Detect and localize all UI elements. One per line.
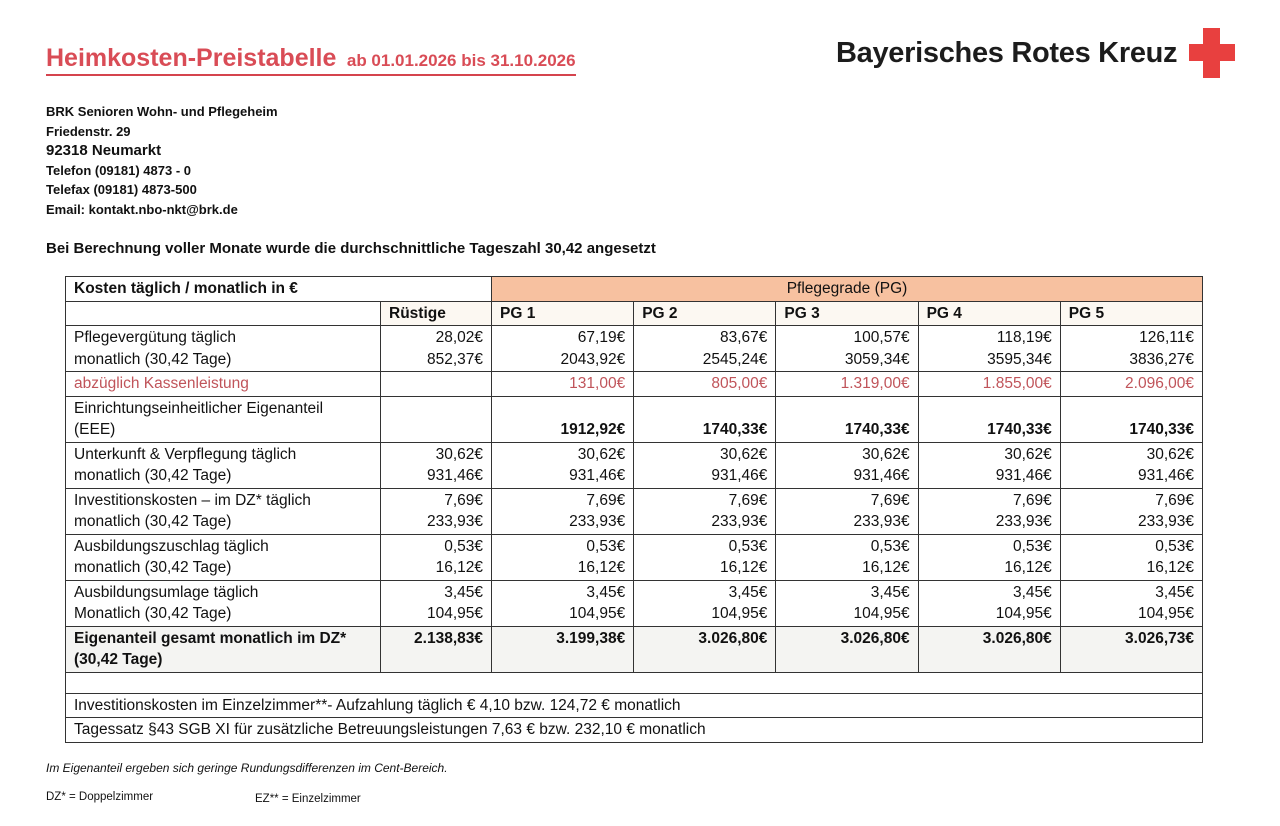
monthly-value: 2545,24€ — [702, 350, 768, 368]
monthly-value: 104,95€ — [1137, 605, 1194, 622]
email: Email: kontakt.nbo-nkt@brk.de — [46, 201, 238, 217]
daily-value: 30,62€ — [862, 445, 910, 463]
monthly-value: 931,46€ — [853, 467, 910, 484]
table-row-umlage — [66, 580, 1203, 626]
cell: 1.855,00€ — [918, 372, 1060, 397]
monthly-value: 3836,27€ — [1129, 350, 1194, 368]
row-label-line: monatlich (30,42 Tage) — [74, 559, 232, 576]
cell — [1060, 442, 1202, 488]
cell — [1060, 326, 1202, 372]
cell — [381, 442, 492, 488]
col-header: Rüstige — [381, 301, 492, 326]
table-row-unterkunft — [66, 442, 1203, 488]
cell — [634, 580, 776, 626]
cell — [381, 580, 492, 626]
daily-value: 30,62€ — [435, 445, 484, 463]
daily-value: 0,53€ — [444, 537, 484, 555]
daily-value: 67,19€ — [577, 329, 626, 346]
cell: 3.199,38€ — [492, 626, 634, 672]
col-header: PG 1 — [492, 301, 634, 326]
row-label — [66, 580, 381, 626]
row-label-line: Pflegevergütung täglich — [74, 329, 237, 346]
monthly-value: 3059,34€ — [844, 350, 910, 368]
daily-value: 3,45€ — [1155, 583, 1194, 601]
monthly-value: 104,95€ — [426, 605, 484, 622]
monthly-value: 931,46€ — [995, 467, 1052, 484]
monthly-value: 233,93€ — [569, 513, 626, 530]
table-row-invest — [66, 488, 1203, 534]
daily-value: 3,45€ — [1012, 583, 1052, 601]
blank-cell — [66, 672, 1203, 693]
row-label — [66, 442, 381, 488]
monthly-value: 16,12€ — [577, 559, 626, 576]
row-label-line: Ausbildungszuschlag täglich — [74, 537, 269, 555]
title-main: Heimkosten-Preistabelle — [46, 44, 337, 72]
daily-value: 30,62€ — [719, 445, 768, 463]
monthly-value: 233,93€ — [853, 513, 910, 530]
cell — [918, 488, 1060, 534]
cell — [776, 488, 918, 534]
row-label-line: (EEE) — [74, 421, 116, 438]
cell — [1060, 488, 1202, 534]
monthly-value: 104,95€ — [853, 605, 910, 622]
daily-value: 100,57€ — [853, 329, 910, 346]
cell: 1740,33€ — [776, 396, 918, 442]
daily-value: 7,69€ — [444, 491, 484, 509]
col-header: PG 3 — [776, 301, 918, 326]
calculation-note: Bei Berechnung voller Monate wurde die durchschnittliche Tageszahl 30,42 angesetzt — [46, 240, 656, 257]
daily-value: 0,53€ — [1012, 537, 1052, 555]
address-block — [46, 102, 278, 220]
row-label — [66, 534, 381, 580]
cell: 3.026,80€ — [634, 626, 776, 672]
cell — [381, 396, 492, 442]
cell — [381, 372, 492, 397]
monthly-value: 104,95€ — [569, 605, 626, 622]
cell — [1060, 580, 1202, 626]
row-label-line: Monatlich (30,42 Tage) — [74, 605, 232, 622]
row-label-line: Ausbildungsumlage täglich — [74, 583, 259, 601]
monthly-value: 233,93€ — [995, 513, 1052, 530]
rounding-note: Im Eigenanteil ergeben sich geringe Rundungsdifferenzen im Cent-Bereich. — [46, 761, 448, 775]
title-period: ab 01.01.2026 bis 31.10.2026 — [346, 51, 576, 70]
document-title — [46, 44, 576, 76]
monthly-value: 233,93€ — [1137, 513, 1194, 530]
table-row-total — [66, 626, 1203, 672]
fax: Telefax (09181) 4873-500 — [46, 182, 197, 198]
cell — [918, 580, 1060, 626]
row-label-line: (30,42 Tage) — [74, 651, 163, 668]
cell — [492, 488, 634, 534]
street: Friedenstr. 29 — [46, 123, 131, 139]
table-row-kasse — [66, 372, 1203, 397]
red-cross-icon — [1189, 28, 1235, 78]
cell — [492, 326, 634, 372]
facility-name: BRK Senioren Wohn- und Pflegeheim — [46, 104, 278, 119]
daily-value: 28,02€ — [435, 329, 484, 346]
cell: 3.026,80€ — [918, 626, 1060, 672]
row-label-line: Unterkunft & Verpflegung täglich — [74, 445, 297, 463]
cell: 1912,92€ — [492, 396, 634, 442]
cell — [776, 580, 918, 626]
cell — [918, 326, 1060, 372]
daily-value: 83,67€ — [719, 329, 768, 346]
cell — [381, 326, 492, 372]
daily-value: 7,69€ — [728, 491, 768, 509]
daily-value: 0,53€ — [1155, 537, 1194, 555]
monthly-value: 233,93€ — [426, 513, 484, 530]
monthly-value: 16,12€ — [1146, 559, 1194, 576]
monthly-value: 104,95€ — [995, 605, 1052, 622]
cell — [1060, 534, 1202, 580]
cell: 1.319,00€ — [776, 372, 918, 397]
monthly-value: 233,93€ — [711, 513, 768, 530]
table-row-zuschlag — [66, 534, 1203, 580]
cell — [381, 534, 492, 580]
daily-value: 3,45€ — [870, 583, 910, 601]
monthly-value: 16,12€ — [1004, 559, 1052, 576]
row-label-line: Eigenanteil gesamt monatlich im DZ* — [74, 629, 347, 647]
daily-value: 118,19€ — [996, 329, 1052, 346]
daily-value: 7,69€ — [870, 491, 910, 509]
cell: 2.096,00€ — [1060, 372, 1202, 397]
monthly-value: 3595,34€ — [987, 350, 1052, 368]
row-label — [66, 326, 381, 372]
cell: 1740,33€ — [634, 396, 776, 442]
row-label-line: monatlich (30,42 Tage) — [74, 350, 232, 368]
blank-row — [66, 672, 1203, 693]
brk-logo — [836, 28, 1235, 78]
cell — [492, 534, 634, 580]
city: 92318 Neumarkt — [46, 142, 162, 160]
row-label-line: monatlich (30,42 Tage) — [74, 467, 232, 484]
daily-value: 7,69€ — [1012, 491, 1052, 509]
daily-value: 126,11€ — [1139, 329, 1194, 346]
column-header-row — [66, 301, 1203, 326]
phone: Telefon (09181) 4873 - 0 — [46, 162, 191, 178]
cell — [634, 488, 776, 534]
monthly-value: 931,46€ — [569, 467, 626, 484]
table-caption-row — [66, 277, 1203, 302]
row-label-line: monatlich (30,42 Tage) — [74, 513, 232, 530]
footer-row-tagessatz — [66, 718, 1203, 743]
footer-line: Tagessatz §43 SGB XI für zusätzliche Betreuungsleistungen 7,63 € bzw. 232,10 € monatlich — [66, 718, 1203, 743]
daily-value: 3,45€ — [728, 583, 768, 601]
daily-value: 30,62€ — [577, 445, 626, 463]
monthly-value: 104,95€ — [711, 605, 768, 622]
monthly-value: 931,46€ — [711, 467, 768, 484]
row-label-line: Investitionskosten – im DZ* täglich — [74, 491, 311, 509]
row-label-line: Einrichtungseinheitlicher Eigenanteil — [74, 399, 324, 417]
table-caption: Kosten täglich / monatlich in € — [66, 277, 492, 302]
daily-value: 30,62€ — [1146, 445, 1194, 463]
daily-value: 7,69€ — [586, 491, 626, 509]
table-row-pflege — [66, 326, 1203, 372]
row-label — [66, 396, 381, 442]
daily-value: 3,45€ — [586, 583, 626, 601]
pflegegrade-header: Pflegegrade (PG) — [492, 277, 1203, 302]
cell — [492, 442, 634, 488]
monthly-value: 931,46€ — [426, 467, 484, 484]
row-label — [66, 626, 381, 672]
monthly-value: 2043,92€ — [560, 350, 626, 368]
col-header: PG 2 — [634, 301, 776, 326]
row-label — [66, 488, 381, 534]
cell — [492, 580, 634, 626]
cell: 3.026,80€ — [776, 626, 918, 672]
monthly-value: 852,37€ — [426, 350, 484, 368]
cell — [918, 442, 1060, 488]
cell: 1740,33€ — [918, 396, 1060, 442]
cell — [918, 534, 1060, 580]
table-row-eee — [66, 396, 1203, 442]
footer-line: Investitionskosten im Einzelzimmer**- Aufzahlung täglich € 4,10 bzw. 124,72 € monatlich — [66, 693, 1203, 718]
cell — [381, 488, 492, 534]
monthly-value: 16,12€ — [719, 559, 768, 576]
daily-value: 7,69€ — [1155, 491, 1194, 509]
col-header: PG 4 — [918, 301, 1060, 326]
cell: 2.138,83€ — [381, 626, 492, 672]
monthly-value: 16,12€ — [862, 559, 910, 576]
cell — [634, 326, 776, 372]
cell — [634, 442, 776, 488]
price-table — [65, 276, 1203, 743]
monthly-value: 16,12€ — [435, 559, 484, 576]
cell — [776, 534, 918, 580]
logo-text: Bayerisches Rotes Kreuz — [836, 36, 1178, 69]
legend-ez: EZ** = Einzelzimmer — [255, 793, 361, 805]
cell: 131,00€ — [492, 372, 634, 397]
cell: 805,00€ — [634, 372, 776, 397]
daily-value: 0,53€ — [728, 537, 768, 555]
cell — [776, 442, 918, 488]
cell — [634, 534, 776, 580]
cell: 3.026,73€ — [1060, 626, 1202, 672]
legend-dz: DZ* = Doppelzimmer — [46, 791, 154, 803]
daily-value: 0,53€ — [870, 537, 910, 555]
daily-value: 30,62€ — [1004, 445, 1052, 463]
monthly-value: 931,46€ — [1137, 467, 1194, 484]
row-label: abzüglich Kassenleistung — [66, 372, 381, 397]
cell: 1740,33€ — [1060, 396, 1202, 442]
daily-value: 3,45€ — [444, 583, 484, 601]
cell — [776, 326, 918, 372]
empty-header — [66, 301, 381, 326]
col-header: PG 5 — [1060, 301, 1202, 326]
daily-value: 0,53€ — [586, 537, 626, 555]
footer-row-einzelzimmer — [66, 693, 1203, 718]
